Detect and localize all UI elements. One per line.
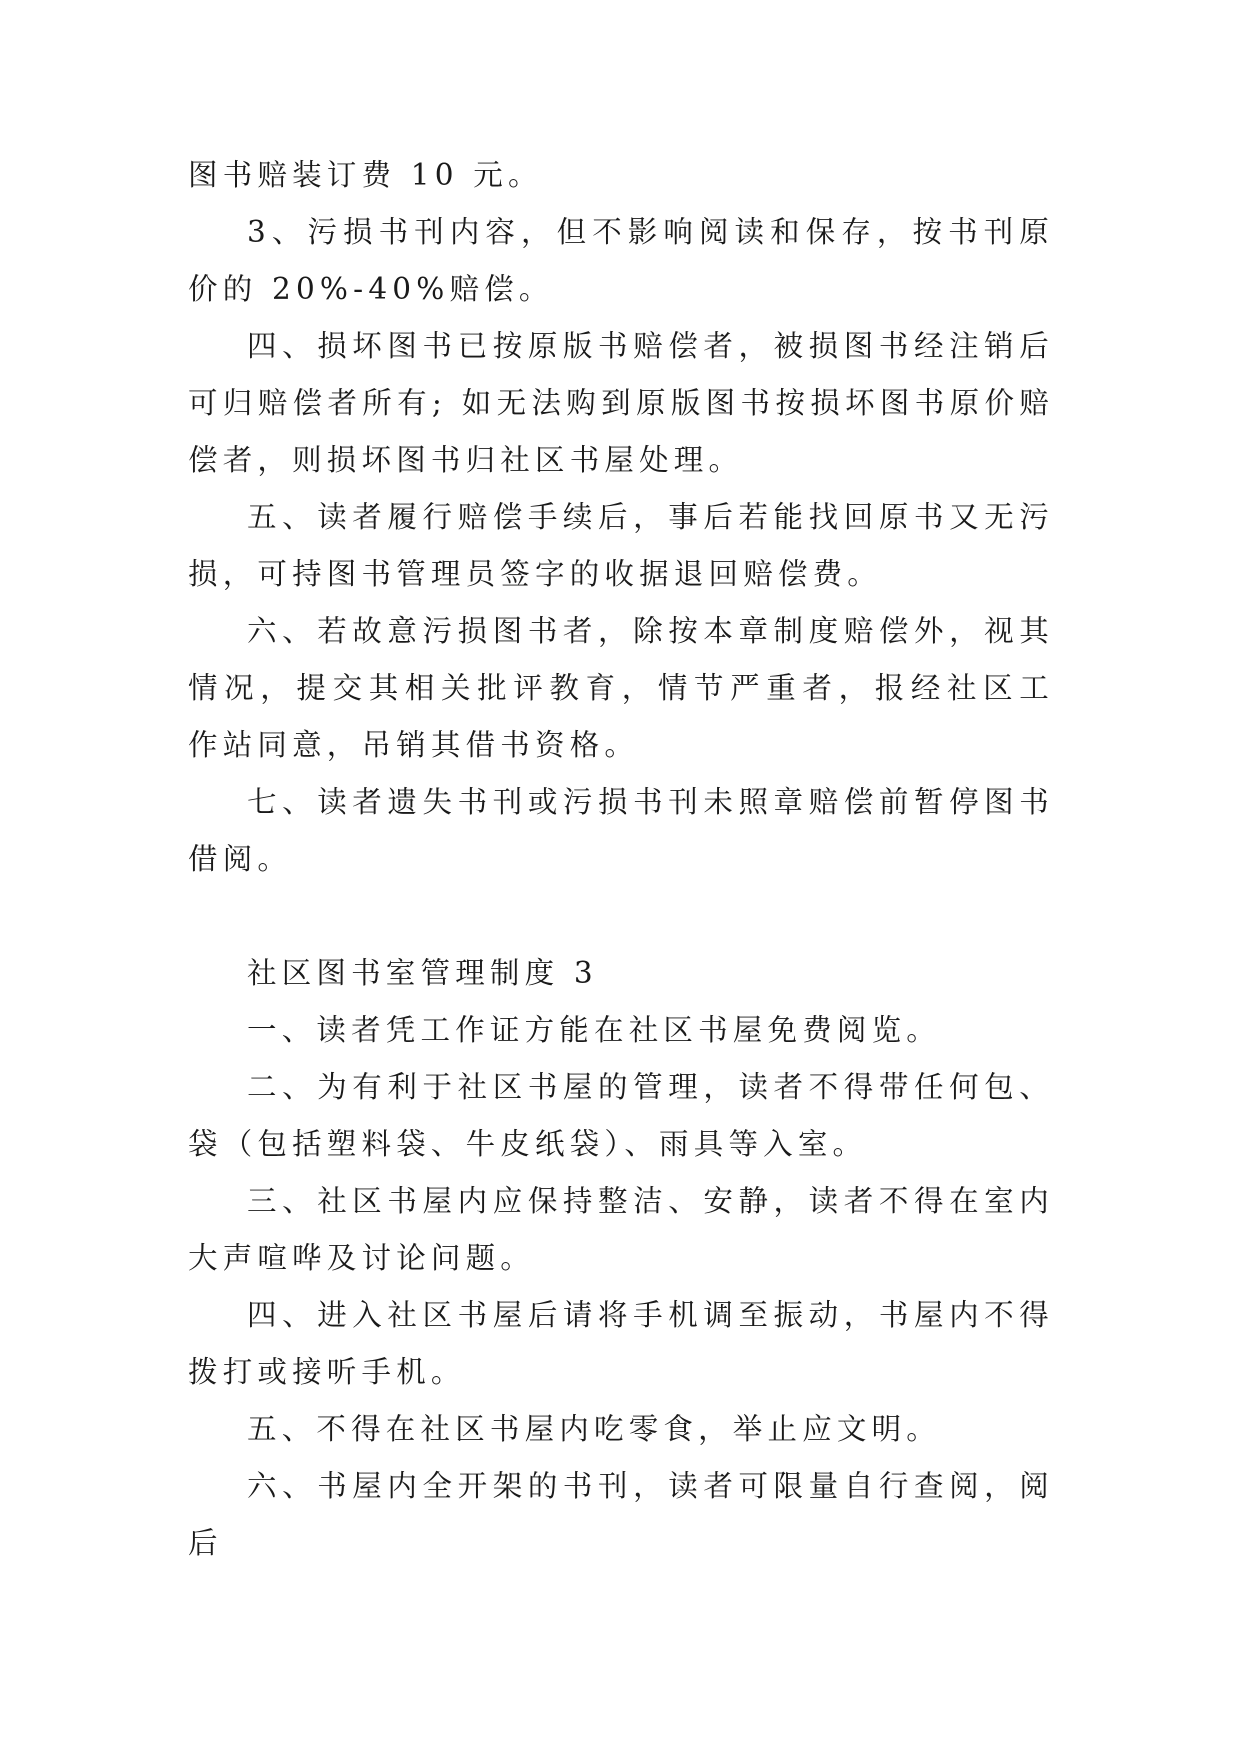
document-body	[188, 147, 1054, 1572]
rule-item-1: 一、读者凭工作证方能在社区书屋免费阅览。	[247, 1013, 942, 1047]
paragraph-item-5: 五、读者履行赔偿手续后，事后若能找回原书又无污损，可持图书管理员签字的收据退回赔偿费。	[188, 500, 1054, 591]
paragraph-item-7: 七、读者遗失书刊或污损书刊未照章赔偿前暂停图书借阅。	[188, 785, 1054, 876]
rule-item-3: 三、社区书屋内应保持整洁、安静，读者不得在室内大声喧哗及讨论问题。	[188, 1184, 1054, 1275]
paragraph-continuation: 图书赔装订费 10 元。	[188, 158, 543, 192]
rule-item-4: 四、进入社区书屋后请将手机调至振动，书屋内不得拨打或接听手机。	[188, 1298, 1054, 1389]
section-title: 社区图书室管理制度 3	[247, 956, 598, 990]
section-spacer	[188, 888, 1054, 945]
rule-item-2: 二、为有利于社区书屋的管理，读者不得带任何包、袋（包括塑料袋、牛皮纸袋）、雨具等入室。	[188, 1070, 1054, 1161]
paragraph-item-3: 3、污损书刊内容，但不影响阅读和保存，按书刊原价的 20%-40%赔偿。	[188, 215, 1054, 306]
paragraph-item-6: 六、若故意污损图书者，除按本章制度赔偿外，视其情况，提交其相关批评教育，情节严重者，报经社区工作站同意，吊销其借书资格。	[188, 614, 1054, 762]
rule-item-5: 五、不得在社区书屋内吃零食，举止应文明。	[247, 1412, 942, 1446]
rule-item-6: 六、书屋内全开架的书刊，读者可限量自行查阅，阅后	[188, 1469, 1054, 1560]
paragraph-item-4: 四、损坏图书已按原版书赔偿者，被损图书经注销后可归赔偿者所有; 如无法购到原版图书按损坏图书原价赔偿者，则损坏图书归社区书屋处理。	[188, 329, 1054, 477]
